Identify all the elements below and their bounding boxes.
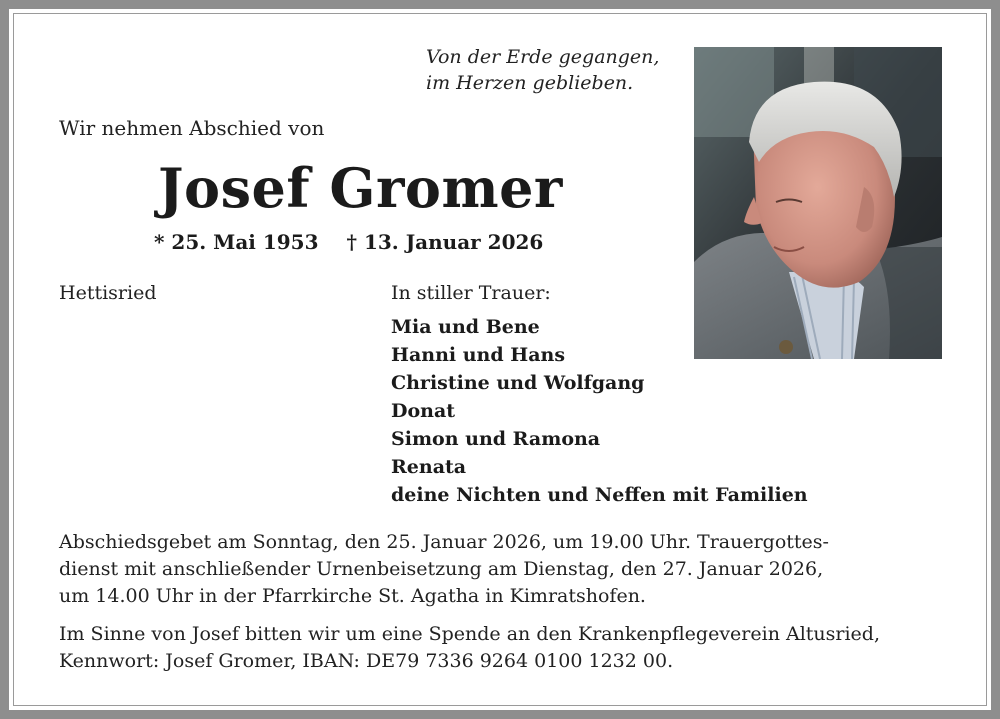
motto-line-1: Von der Erde gegangen, xyxy=(426,46,660,68)
donation-line: Kennwort: Josef Gromer, IBAN: DE79 7336 9264 0100 1232 00. xyxy=(59,650,674,672)
service-line: dienst mit anschließender Urnenbeisetzung am Dienstag, den 27. Januar 2026, xyxy=(59,558,824,580)
service-info xyxy=(59,529,829,610)
service-line: um 14.00 Uhr in der Pfarrkirche St. Agatha in Kimratshofen. xyxy=(59,585,646,607)
motto xyxy=(426,44,659,96)
mourner-entry: Donat xyxy=(391,400,456,422)
portrait-photo xyxy=(694,47,942,359)
birth-date: * 25. Mai 1953 xyxy=(154,230,319,254)
mourner-entry: Simon und Ramona xyxy=(391,428,601,450)
donation-line: Im Sinne von Josef bitten wir um eine Spende an den Krankenpflegeverein Altusried, xyxy=(59,623,881,645)
mourner-entry: Hanni und Hans xyxy=(391,344,566,366)
deceased-name: Josef Gromer xyxy=(158,156,563,220)
mourner-entry: deine Nichten und Neffen mit Familien xyxy=(391,484,808,506)
life-dates xyxy=(154,230,543,254)
mourner-entry: Mia und Bene xyxy=(391,316,540,338)
mourner-entry: Christine und Wolfgang xyxy=(391,372,645,394)
motto-line-2: im Herzen geblieben. xyxy=(426,72,634,94)
farewell-intro: Wir nehmen Abschied von xyxy=(59,116,325,140)
mourner-entry: Renata xyxy=(391,456,467,478)
mourners-intro: In stiller Trauer: xyxy=(391,282,551,304)
hometown: Hettisried xyxy=(59,282,157,304)
donation-info xyxy=(59,621,880,675)
death-date: † 13. Januar 2026 xyxy=(346,230,544,254)
service-line: Abschiedsgebet am Sonntag, den 25. Januar 2026, um 19.00 Uhr. Trauergottes- xyxy=(59,531,829,553)
